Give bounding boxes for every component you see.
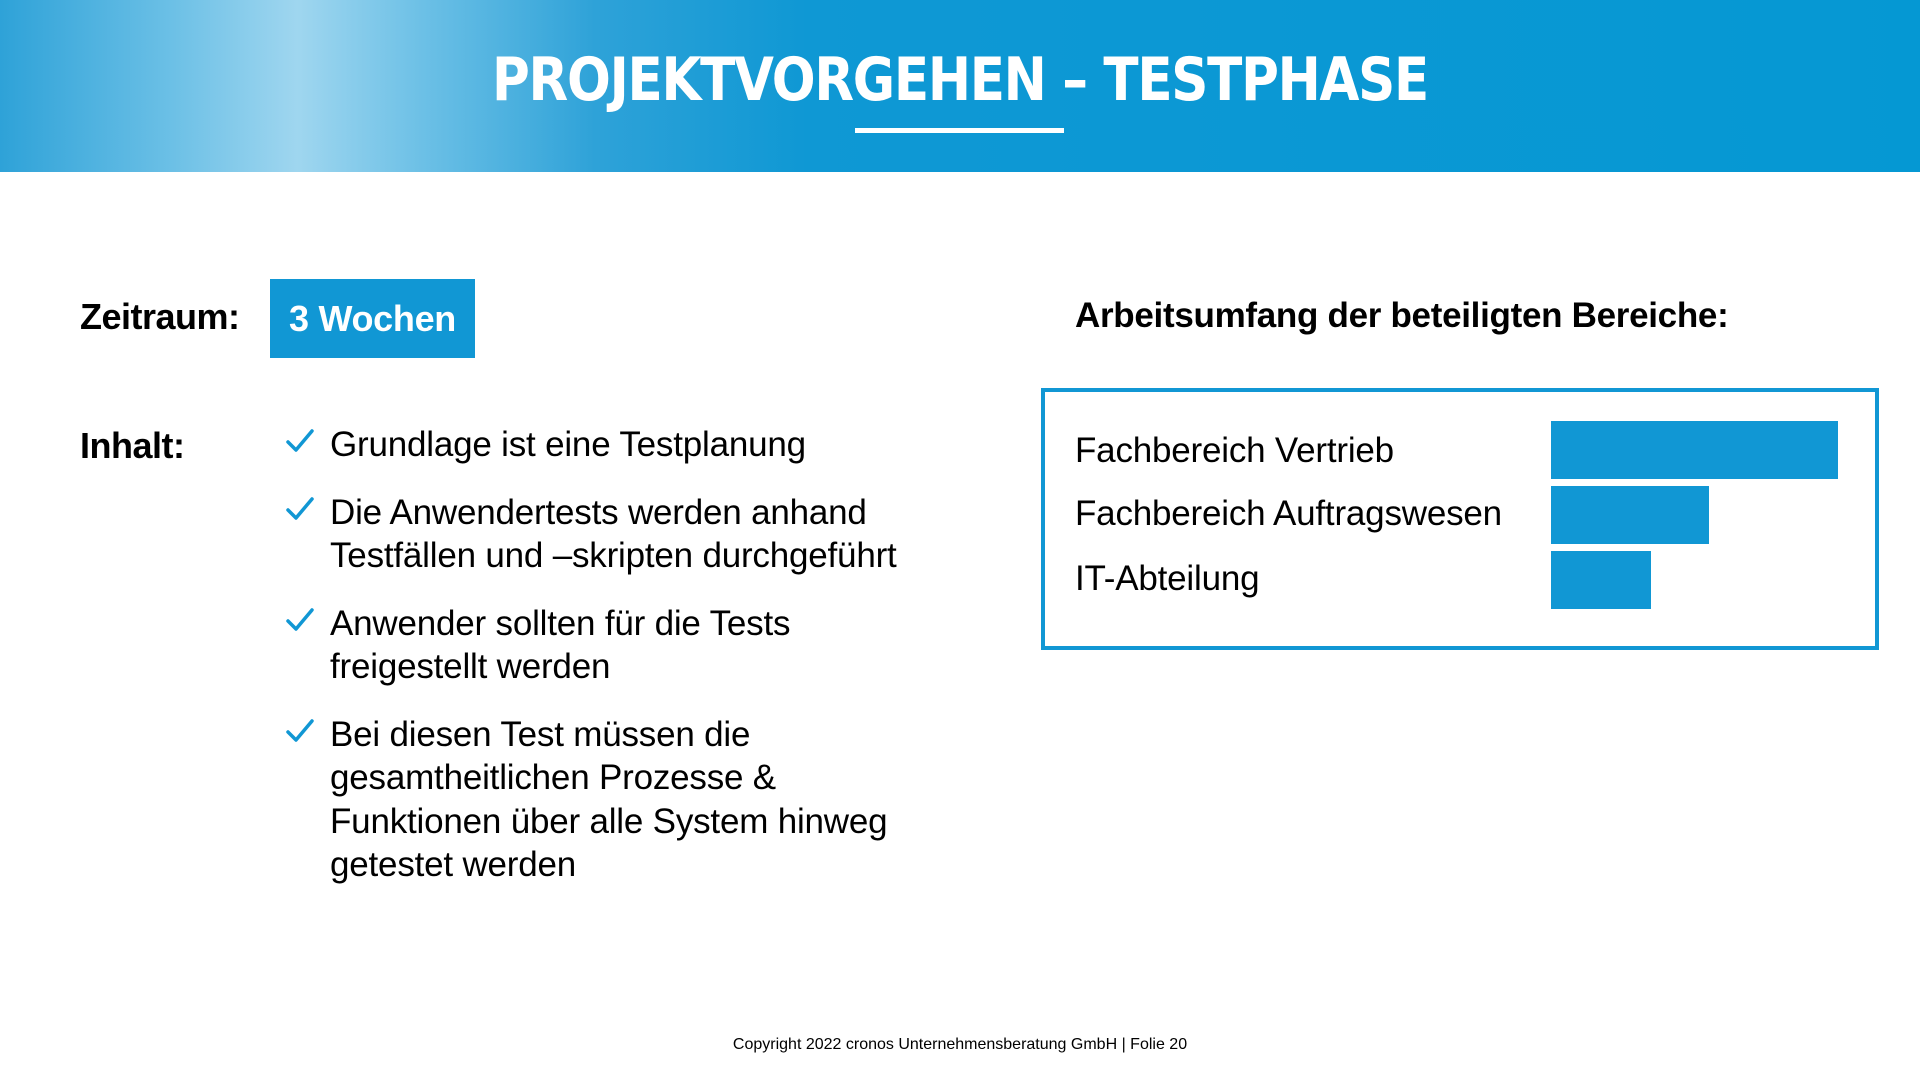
list-item-text: Die Anwendertests werden anhand Testfällen und –skripten durchgeführt (330, 492, 897, 575)
workload-section-title: Arbeitsumfang der beteiligten Bereiche: (1075, 296, 1729, 335)
checkmark-icon (284, 715, 316, 747)
checkmark-icon (284, 493, 316, 525)
duration-badge: 3 Wochen (270, 279, 475, 358)
content-checklist (284, 423, 924, 911)
workload-bar-it (1551, 551, 1651, 609)
page-title: PROJEKTVORGEHEN – TESTPHASE (492, 45, 1428, 115)
checkmark-icon (284, 425, 316, 457)
list-item-text: Bei diesen Test müssen die gesamtheitlichen Prozesse & Funktionen über alle System hinweg getestet werden (330, 714, 888, 884)
area-label-vertrieb: Fachbereich Vertrieb (1075, 431, 1394, 470)
workload-bar-auftragswesen (1551, 486, 1709, 544)
list-item-text: Grundlage ist eine Testplanung (330, 425, 806, 464)
zeitraum-label: Zeitraum: (80, 296, 240, 337)
list-item (284, 713, 924, 887)
list-item (284, 602, 924, 689)
area-label-it: IT-Abteilung (1075, 559, 1260, 598)
workload-bar-vertrieb (1551, 421, 1838, 479)
title-underline (855, 128, 1064, 133)
checkmark-icon (284, 604, 316, 636)
list-item (284, 423, 924, 467)
footer-copyright: Copyright 2022 cronos Unternehmensberatung GmbH | Folie 20 (732, 1036, 1188, 1053)
inhalt-label: Inhalt: (80, 425, 185, 466)
list-item-text: Anwender sollten für die Tests freigestellt werden (330, 603, 791, 686)
list-item (284, 491, 924, 578)
header-banner (0, 0, 1920, 172)
area-label-auftragswesen: Fachbereich Auftragswesen (1075, 494, 1502, 533)
